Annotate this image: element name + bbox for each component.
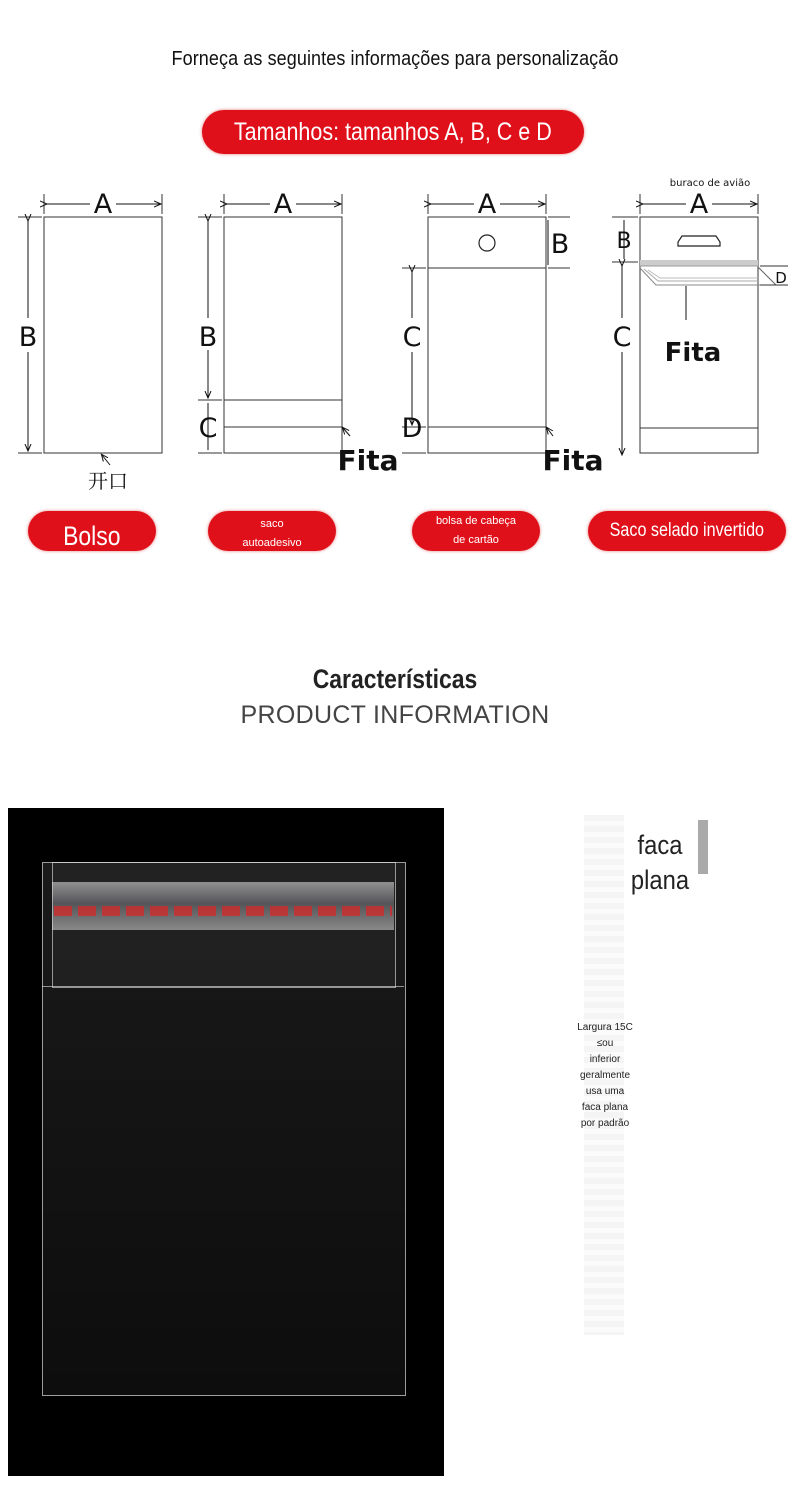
- dim-d: D: [775, 269, 787, 287]
- desc-line: Largura 15C: [577, 1022, 633, 1033]
- label-bolsa-line2: de cartão: [453, 534, 499, 546]
- dim-b: B: [550, 229, 570, 260]
- label-bolso: [28, 511, 156, 551]
- feature-description: [569, 1020, 641, 1132]
- section-subtitle: PRODUCT INFORMATION: [240, 701, 550, 729]
- label-saco-autoadesivo: [208, 511, 336, 551]
- tape-label: Fita: [542, 444, 604, 477]
- dim-c: C: [402, 322, 422, 353]
- label-bolso-text: Bolso: [63, 521, 121, 552]
- tape-print-strip: [54, 906, 392, 916]
- desc-line: ≤ou: [596, 1038, 614, 1049]
- dim-c: C: [198, 413, 218, 444]
- label-saco-line1: saco: [260, 518, 284, 531]
- sizes-banner: [202, 110, 584, 154]
- diagram-invertido: [600, 168, 790, 498]
- label-saco-line2: autoadesivo: [242, 537, 302, 549]
- diagram-cabeca-cartao: [398, 168, 604, 498]
- dim-b: B: [616, 229, 632, 254]
- dim-b: B: [198, 322, 218, 353]
- opening-label: 开口: [88, 469, 128, 493]
- desc-line: faca plana: [581, 1102, 629, 1113]
- feature-title-line2: plana: [630, 865, 690, 896]
- product-photo: [8, 808, 444, 1476]
- feature-title-line1: faca: [637, 830, 683, 860]
- dim-a: A: [477, 189, 497, 220]
- dim-b: B: [18, 322, 38, 353]
- desc-line: inferior: [589, 1054, 621, 1065]
- dim-a: A: [93, 189, 113, 220]
- intro-text: Forneça as seguintes informações para personalização: [171, 48, 619, 70]
- tape-label: Fita: [664, 338, 722, 368]
- dim-a: A: [273, 189, 293, 220]
- diagram-autoadesivo: [194, 168, 399, 498]
- desc-line: por padrão: [580, 1118, 630, 1129]
- feature-accent-bar: [698, 820, 708, 874]
- tape-label: Fita: [337, 444, 399, 477]
- label-bolsa-line1: bolsa de cabeça: [435, 515, 517, 528]
- dim-d: D: [401, 413, 423, 444]
- label-invertido-text: Saco selado invertido: [609, 520, 765, 542]
- label-bolsa-cartao: [412, 511, 540, 551]
- desc-line: usa uma: [585, 1086, 625, 1097]
- feature-title: [627, 828, 694, 898]
- label-saco-invertido: [588, 511, 786, 551]
- desc-line: geralmente: [579, 1070, 631, 1081]
- section-title: Características: [312, 664, 478, 694]
- bag-fold-line: [42, 986, 404, 987]
- sizes-banner-label: Tamanhos: tamanhos A, B, C e D: [234, 117, 552, 146]
- dim-a: A: [689, 189, 709, 220]
- diagram-bolso: [14, 168, 174, 498]
- dim-c: C: [612, 322, 632, 353]
- hole-note: buraco de avião: [669, 178, 751, 189]
